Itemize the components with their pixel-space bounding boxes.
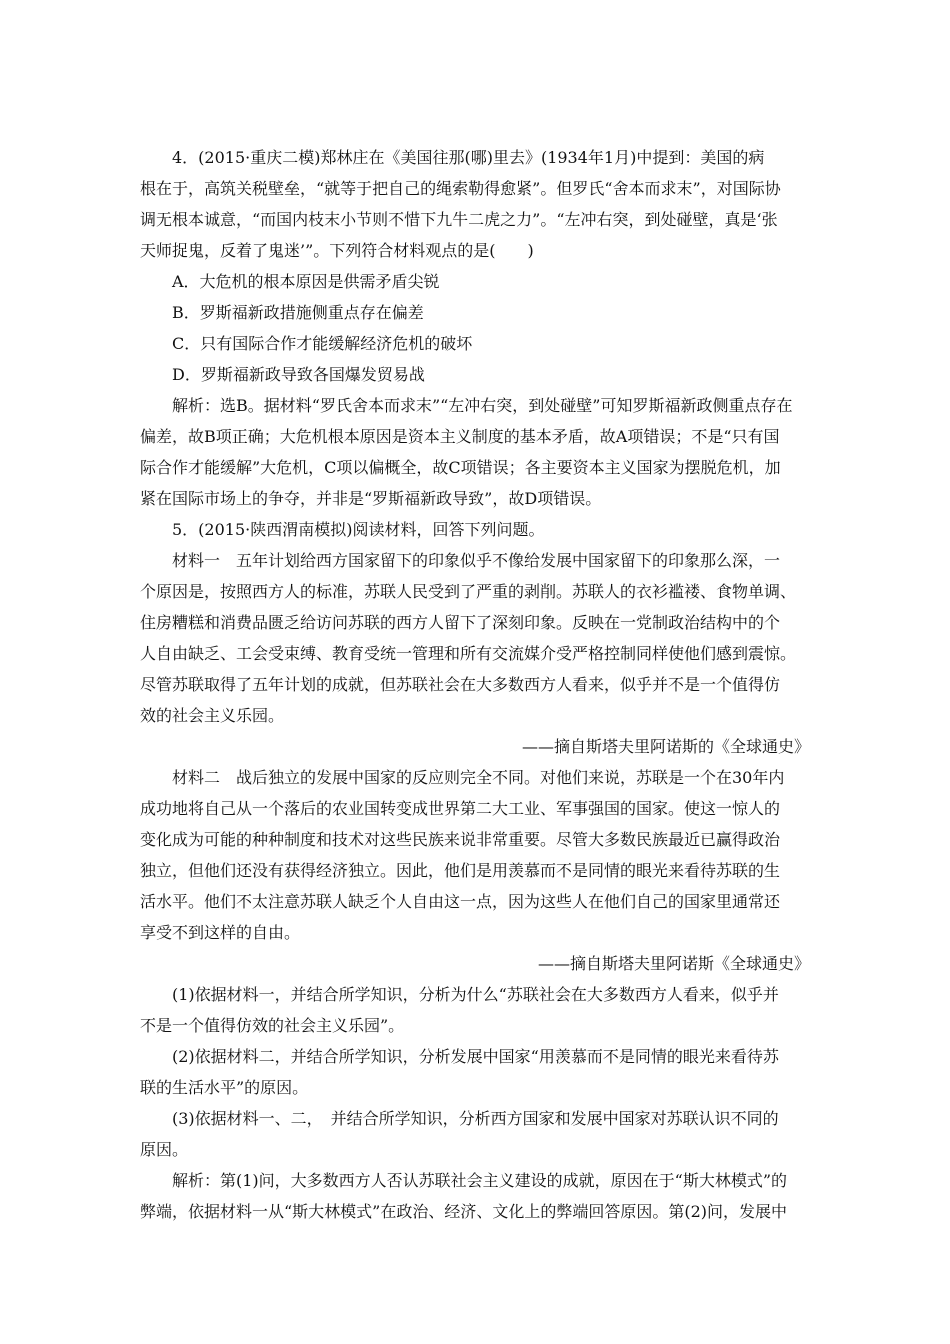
q5-intro: 5．(2015·陕西渭南模拟)阅读材料，回答下列问题。: [172, 520, 545, 539]
q5-material2-line: 活水平。他们不太注意苏联人缺乏个人自由这一点，因为这些人在他们自己的国家里通常还: [140, 892, 781, 911]
q4-stem-line: 调无根本诚意，“而国内枝末小节则不惜下九牛二虎之力”。“左冲右突，到处碰壁，真是‘张: [140, 210, 778, 229]
q5-material1-line: 人自由缺乏、工会受束缚、教育受统一管理和所有交流媒介受严格控制同样使他们感到震惊。: [140, 644, 797, 663]
q5-material2-line: 享受不到这样的自由。: [140, 923, 301, 942]
q4-analysis-line: 偏差，故B项正确；大危机根本原因是资本主义制度的基本矛盾，故A项错误；不是“只有国: [140, 427, 780, 446]
q5-material2-line: 变化成为可能的种种制度和技术对这些民族来说非常重要。尽管大多数民族最近已赢得政治: [140, 830, 781, 849]
q4-analysis-line: 解析：选B。据材料“罗氏舍本而求末”“左冲右突，到处碰壁”可知罗斯福新政侧重点存在: [172, 396, 793, 415]
q4-analysis-line: 紧在国际市场上的争夺，并非是“罗斯福新政导致”，故D项错误。: [140, 489, 602, 508]
q5-material1-line: 住房糟糕和消费品匮乏给访问苏联的西方人留下了深刻印象。反映在一党制政治结构中的个: [140, 613, 781, 632]
q4-option-a: A．大危机的根本原因是供需矛盾尖锐: [172, 272, 440, 291]
q5-material1-line: 效的社会主义乐园。: [140, 706, 285, 725]
q4-stem-line: 根在于，高筑关税壁垒，“就等于把自己的绳索勒得愈紧”。但罗氏“舍本而求末”，对国际协: [140, 179, 781, 198]
q5-question-line: (1)依据材料一，并结合所学知识，分析为什么“苏联社会在大多数西方人看来，似乎并: [172, 985, 779, 1004]
q5-material2-line: 成功地将自己从一个落后的农业国转变成世界第二大工业、军事强国的国家。使这一惊人的: [140, 799, 781, 818]
q4-analysis-line: 际合作才能缓解”大危机，C项以偏概全，故C项错误；各主要资本主义国家为摆脱危机，加: [140, 458, 781, 477]
q5-question-line: 联的生活水平”的原因。: [140, 1078, 309, 1097]
q5-material2-line: 独立，但他们还没有获得经济独立。因此，他们是用羡慕而不是同情的眼光来看待苏联的生: [140, 861, 781, 880]
q5-analysis-line: 解析：第(1)问，大多数西方人否认苏联社会主义建设的成就，原因在于“斯大林模式”的: [172, 1171, 788, 1190]
q5-question-line: (3)依据材料一、二， 并结合所学知识，分析西方国家和发展中国家对苏联认识不同的: [172, 1109, 779, 1128]
q5-question-line: (2)依据材料二，并结合所学知识，分析发展中国家“用羡慕而不是同情的眼光来看待苏: [172, 1047, 779, 1066]
q5-material1-line: 材料一 五年计划给西方国家留下的印象似乎不像给发展中国家留下的印象那么深，一: [172, 551, 781, 570]
q5-question-line: 原因。: [140, 1140, 189, 1159]
q5-source2: ——摘自斯塔夫里阿诺斯《全球通史》: [537, 954, 810, 973]
q5-material2-line: 材料二 战后独立的发展中国家的反应则完全不同。对他们来说，苏联是一个在30年内: [172, 768, 785, 787]
q4-stem-line: 4．(2015·重庆二模)郑林庄在《美国往那(哪)里去》(1934年1月)中提到：美国的病: [172, 148, 765, 167]
q5-question-line: 不是一个值得仿效的社会主义乐园”。: [140, 1016, 405, 1035]
q5-source1: ——摘自斯塔夫里阿诺斯的《全球通史》: [521, 737, 810, 756]
q5-material1-line: 尽管苏联取得了五年计划的成就，但苏联社会在大多数西方人看来，似乎并不是一个值得仿: [140, 675, 781, 694]
q5-analysis-line: 弊端，依据材料一从“斯大林模式”在政治、经济、文化上的弊端回答原因。第(2)问，发展中: [140, 1202, 788, 1221]
q4-stem-line: 天师捉鬼，反着了鬼迷’”。下列符合材料观点的是( ): [140, 241, 534, 260]
q4-option-c: C．只有国际合作才能缓解经济危机的破坏: [172, 334, 473, 353]
q4-option-b: B．罗斯福新政措施侧重点存在偏差: [172, 303, 424, 322]
q5-material1-line: 个原因是，按照西方人的标准，苏联人民受到了严重的剥削。苏联人的衣衫褴褛、食物单调、: [140, 582, 797, 601]
q4-option-d: D．罗斯福新政导致各国爆发贸易战: [172, 365, 425, 384]
